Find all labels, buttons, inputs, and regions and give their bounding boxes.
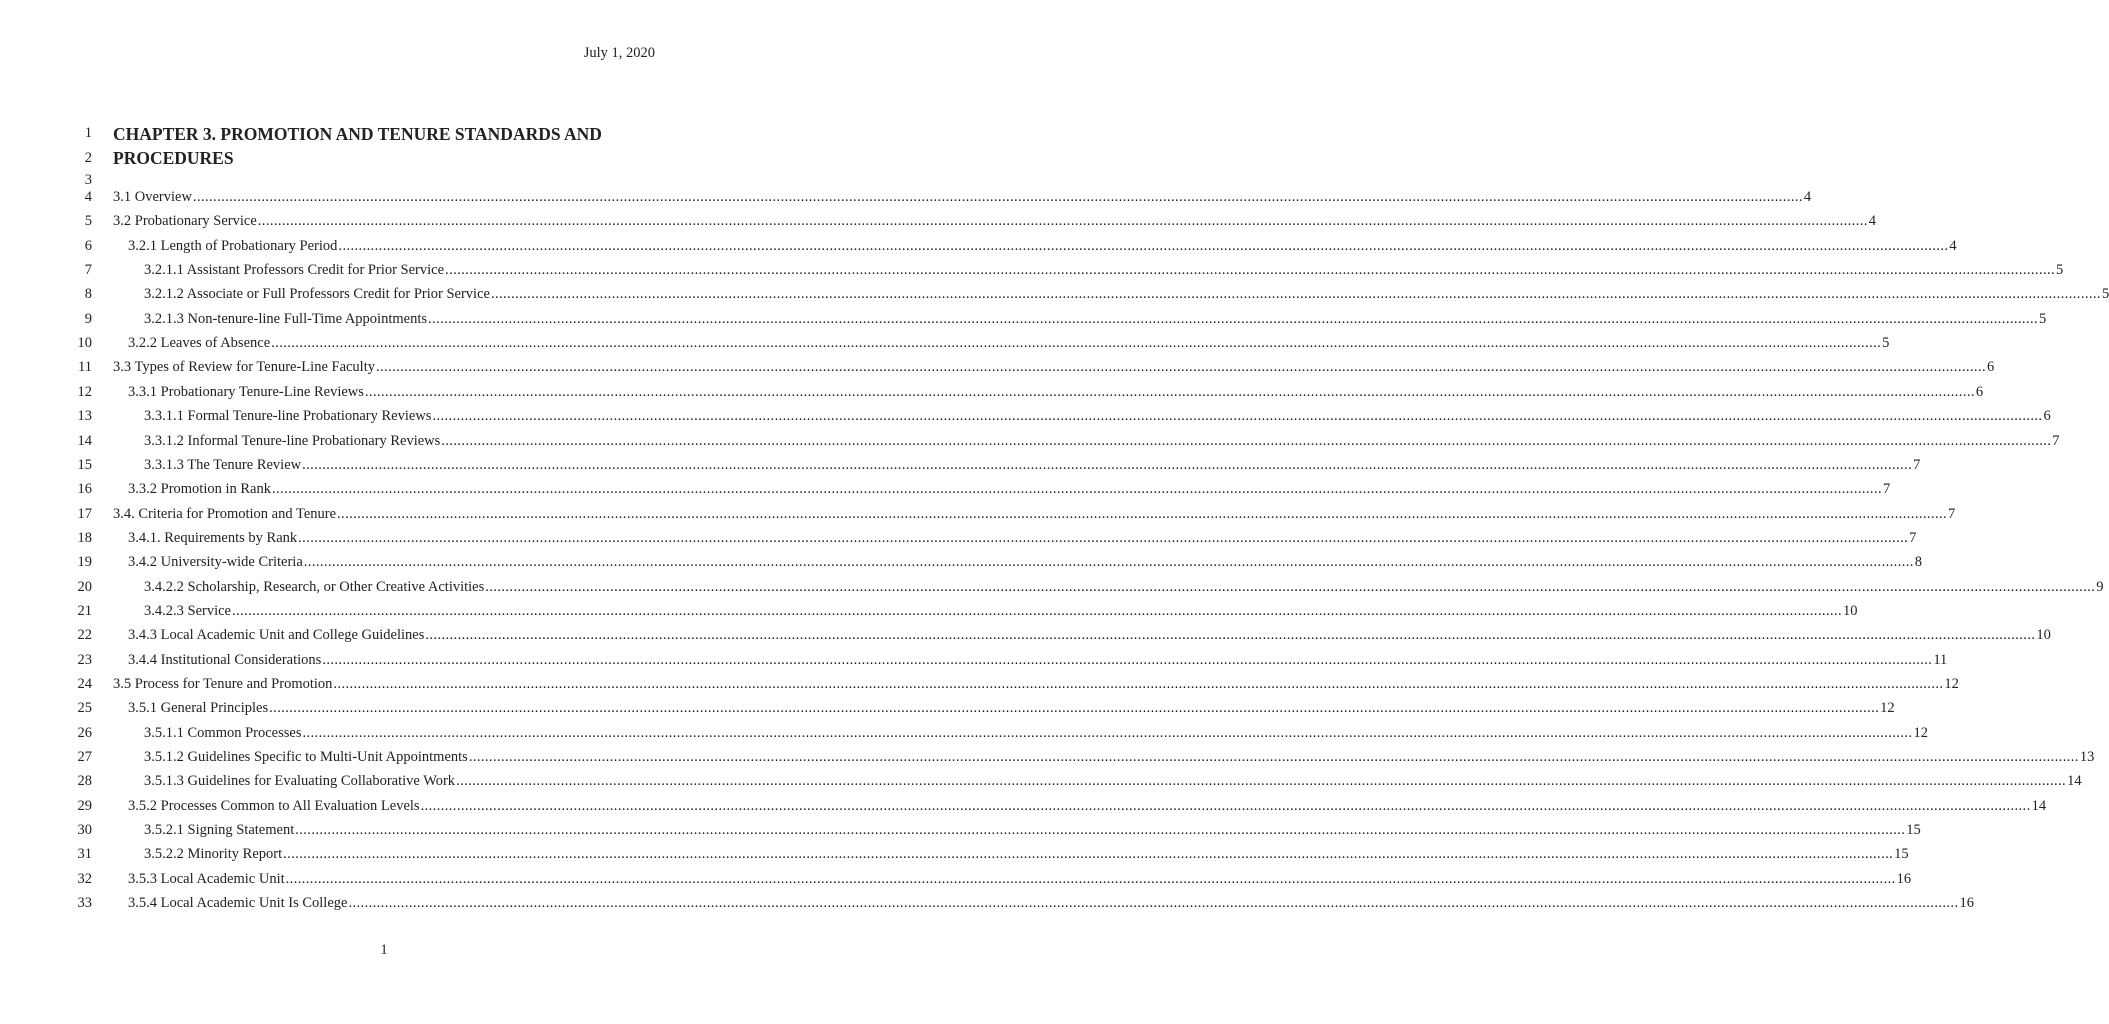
toc-entry-label: 3.2.1 Length of Probationary Period: [128, 237, 338, 254]
toc-leader-dots: ................................................................................................................................................................................................................................................................................................................................................................................................................: [337, 505, 1948, 522]
toc-leader-dots: ................................................................................................................................................................................................................................................................................................................................................................................................................: [348, 895, 1959, 912]
toc-entry-label: 3.3.2 Promotion in Rank: [128, 481, 271, 498]
line-number: 13: [77, 408, 92, 425]
toc-entry-label: 3.2.2 Leaves of Absence: [128, 335, 271, 352]
toc-leader-dots: ................................................................................................................................................................................................................................................................................................................................................................................................................: [231, 602, 1842, 619]
toc-entry-page: 15: [1894, 846, 1909, 863]
toc-leader-dots: ................................................................................................................................................................................................................................................................................................................................................................................................................: [295, 822, 1906, 839]
toc-entry[interactable]: [144, 724, 1928, 742]
toc-entry-page: 7: [2052, 432, 2060, 449]
toc-entry[interactable]: [144, 310, 2047, 328]
line-number: 14: [77, 432, 92, 449]
toc-leader-dots: ................................................................................................................................................................................................................................................................................................................................................................................................................: [302, 724, 1913, 741]
toc-entry[interactable]: [128, 237, 1957, 255]
toc-entry[interactable]: [128, 627, 2051, 644]
line-number: 7: [84, 262, 92, 279]
toc-entry-label: 3.4.2.2 Scholarship, Research, or Other Creative Activities: [144, 578, 485, 595]
toc-entry-label: 3.3.1.3 The Tenure Review: [144, 456, 302, 473]
line-number: 29: [77, 797, 92, 814]
toc-entry[interactable]: [144, 408, 2051, 425]
toc-entry-label: 3.5.1 General Principles: [128, 700, 269, 717]
line-number: 1: [84, 125, 92, 141]
toc-entry-label: 3.4.3 Local Academic Unit and College Guidelines: [128, 627, 425, 644]
toc-entry-page: 7: [1913, 456, 1921, 473]
toc-entry[interactable]: [144, 773, 2082, 790]
toc-entry[interactable]: [144, 286, 2109, 303]
toc-entry[interactable]: [113, 189, 1812, 206]
toc-entry[interactable]: [128, 554, 1923, 571]
toc-entry-page: 15: [1906, 822, 1921, 839]
toc-entry-page: 6: [1987, 359, 1995, 376]
line-number: 26: [77, 724, 92, 741]
line-number: 10: [77, 335, 92, 352]
toc-entry[interactable]: [128, 651, 1948, 669]
line-number: 25: [77, 700, 92, 717]
toc-entry-page: 5: [2039, 310, 2047, 327]
toc-entry-page: 14: [2067, 773, 2082, 790]
toc-entry-page: 7: [1909, 529, 1917, 546]
toc-entry[interactable]: [128, 797, 2047, 815]
line-number: 32: [77, 870, 92, 887]
toc-entry-page: 5: [1882, 335, 1890, 352]
line-number: 8: [84, 286, 92, 303]
toc-leader-dots: ................................................................................................................................................................................................................................................................................................................................................................................................................: [456, 773, 2067, 790]
toc-leader-dots: ................................................................................................................................................................................................................................................................................................................................................................................................................: [490, 286, 2101, 303]
toc-entry-label: 3.4.2.3 Service: [144, 602, 231, 619]
toc-entry-label: 3.3 Types of Review for Tenure-Line Faculty: [113, 359, 375, 376]
toc-leader-dots: ................................................................................................................................................................................................................................................................................................................................................................................................................: [445, 262, 2056, 279]
toc-entry[interactable]: [144, 456, 1921, 474]
toc-entry-label: 3.2 Probationary Service: [113, 213, 257, 230]
toc-entry[interactable]: [144, 846, 1909, 863]
toc-entry[interactable]: [128, 335, 1890, 352]
line-number: 2: [84, 150, 92, 166]
toc-entry-label: 3.5.4 Local Academic Unit Is College: [128, 895, 348, 912]
toc-entry[interactable]: [113, 505, 1956, 523]
toc-entry-label: 3.1 Overview: [113, 189, 192, 205]
toc-entry-label: 3.4.1. Requirements by Rank: [128, 529, 298, 546]
toc-entry-page: 9: [2096, 578, 2104, 595]
toc-entry-page: 14: [2031, 797, 2047, 814]
toc-leader-dots: ................................................................................................................................................................................................................................................................................................................................................................................................................: [298, 529, 1909, 546]
toc-entry-label: 3.2.1.2 Associate or Full Professors Credit for Prior Service: [144, 286, 490, 303]
toc-entry[interactable]: [128, 700, 1895, 717]
line-number: 18: [77, 529, 92, 546]
line-number: 33: [77, 895, 92, 912]
toc-entry[interactable]: [144, 262, 2064, 279]
toc-entry[interactable]: [144, 602, 1858, 620]
toc-entry[interactable]: [144, 822, 1921, 839]
toc-entry-page: 12: [1944, 676, 1959, 692]
line-number: 22: [77, 627, 92, 644]
line-number: 4: [84, 189, 92, 205]
toc-entry-label: 3.5.1.3 Guidelines for Evaluating Collaborative Work: [144, 773, 456, 790]
toc-entry-label: 3.5.2 Processes Common to All Evaluation Levels: [128, 797, 420, 814]
toc-entry-page: 12: [1880, 700, 1895, 717]
toc-leader-dots: ................................................................................................................................................................................................................................................................................................................................................................................................................: [333, 676, 1944, 692]
toc-entry-label: 3.4.2 University-wide Criteria: [128, 554, 303, 571]
toc-leader-dots: ................................................................................................................................................................................................................................................................................................................................................................................................................: [468, 749, 2079, 766]
toc-leader-dots: ................................................................................................................................................................................................................................................................................................................................................................................................................: [192, 189, 1803, 205]
toc-entry-page: 6: [1975, 383, 1984, 400]
toc-leader-dots: ................................................................................................................................................................................................................................................................................................................................................................................................................: [376, 359, 1986, 376]
toc-leader-dots: ................................................................................................................................................................................................................................................................................................................................................................................................................: [283, 846, 1894, 863]
line-number: 15: [77, 456, 92, 473]
toc-entry-page: 16: [1959, 895, 1974, 912]
toc-entry-label: 3.5.1.2 Guidelines Specific to Multi-Unit Appointments: [144, 749, 468, 766]
toc-entry-page: 10: [1842, 602, 1858, 619]
line-number: 20: [77, 578, 92, 595]
toc-entry[interactable]: [144, 432, 2060, 450]
toc-entry-page: 4: [1868, 213, 1877, 230]
page-number: 1: [380, 942, 388, 958]
toc-entry[interactable]: [144, 578, 2104, 596]
toc-leader-dots: ................................................................................................................................................................................................................................................................................................................................................................................................................: [302, 456, 1913, 473]
line-number: 28: [77, 773, 92, 790]
line-number: 24: [77, 676, 92, 692]
line-number: 9: [84, 310, 92, 327]
line-number: 27: [77, 749, 92, 766]
toc-leader-dots: ................................................................................................................................................................................................................................................................................................................................................................................................................: [322, 651, 1933, 668]
toc-leader-dots: ................................................................................................................................................................................................................................................................................................................................................................................................................: [257, 213, 1868, 230]
toc-entry-page: 7: [1883, 481, 1891, 498]
toc-entry-page: 12: [1913, 724, 1928, 741]
toc-leader-dots: ................................................................................................................................................................................................................................................................................................................................................................................................................: [269, 700, 1880, 717]
toc-entry-page: 11: [1933, 651, 1948, 668]
line-number: 6: [84, 237, 92, 254]
line-number: 30: [77, 822, 92, 839]
toc-leader-dots: ................................................................................................................................................................................................................................................................................................................................................................................................................: [441, 432, 2052, 449]
toc-leader-dots: ................................................................................................................................................................................................................................................................................................................................................................................................................: [338, 237, 1949, 254]
line-number: 31: [77, 846, 92, 863]
toc-leader-dots: ................................................................................................................................................................................................................................................................................................................................................................................................................: [271, 335, 1882, 352]
toc-entry-page: 8: [1914, 554, 1923, 571]
toc-entry-label: 3.5.2.2 Minority Report: [144, 846, 283, 863]
line-number: 16: [77, 481, 92, 498]
toc-entry-page: 4: [1949, 237, 1957, 254]
toc-entry[interactable]: [144, 749, 2095, 766]
toc-leader-dots: ................................................................................................................................................................................................................................................................................................................................................................................................................: [485, 578, 2096, 595]
toc-entry-label: 3.2.1.3 Non-tenure-line Full-Time Appointments: [144, 310, 428, 327]
line-number: 17: [77, 505, 92, 522]
toc-leader-dots: ................................................................................................................................................................................................................................................................................................................................................................................................................: [303, 554, 1914, 571]
chapter-title-line-2: PROCEDURES: [113, 148, 234, 168]
toc-entry-page: 13: [2079, 749, 2095, 766]
line-number: 5: [84, 213, 92, 230]
toc-entry[interactable]: [128, 529, 1917, 547]
chapter-title-line-1: CHAPTER 3. PROMOTION AND TENURE STANDARDS AND: [113, 124, 602, 144]
toc-entry-label: 3.5.3 Local Academic Unit: [128, 870, 285, 887]
toc-entry-page: 5: [2056, 262, 2064, 279]
toc-entry-page: 10: [2036, 627, 2051, 644]
toc-entry-page: 5: [2101, 286, 2109, 303]
toc-entry-label: 3.4.4 Institutional Considerations: [128, 651, 322, 668]
toc-entry-page: 6: [2043, 408, 2051, 425]
toc-leader-dots: ................................................................................................................................................................................................................................................................................................................................................................................................................: [364, 383, 1975, 400]
toc-leader-dots: ................................................................................................................................................................................................................................................................................................................................................................................................................: [285, 870, 1896, 887]
toc-entry[interactable]: [128, 481, 1891, 498]
toc-entry-page: 16: [1896, 870, 1912, 887]
toc-entry-page: 7: [1948, 505, 1956, 522]
toc-entry[interactable]: [128, 383, 1984, 401]
line-number: 12: [77, 383, 92, 400]
toc-leader-dots: ................................................................................................................................................................................................................................................................................................................................................................................................................: [425, 627, 2036, 644]
document-date: July 1, 2020: [583, 45, 655, 61]
line-number: 11: [78, 359, 92, 376]
toc-entry-label: 3.3.1 Probationary Tenure-Line Reviews: [128, 383, 364, 400]
toc-entry[interactable]: [113, 676, 1959, 693]
toc-entry-label: 3.3.1.1 Formal Tenure-line Probationary Reviews: [144, 408, 432, 425]
toc-entry-label: 3.5.2.1 Signing Statement: [144, 822, 295, 839]
toc-entry[interactable]: [113, 213, 1877, 230]
toc-entry[interactable]: [113, 359, 1995, 376]
toc-entry-label: 3.4. Criteria for Promotion and Tenure: [113, 505, 337, 522]
toc-entry-label: 3.5.1.1 Common Processes: [144, 724, 302, 741]
toc-entry-label: 3.2.1.1 Assistant Professors Credit for Prior Service: [144, 262, 445, 279]
toc-leader-dots: ................................................................................................................................................................................................................................................................................................................................................................................................................: [428, 310, 2039, 327]
line-number: 21: [77, 602, 92, 619]
line-number: 3: [84, 172, 92, 188]
line-number: 19: [77, 554, 92, 571]
toc-leader-dots: ................................................................................................................................................................................................................................................................................................................................................................................................................: [420, 797, 2031, 814]
toc-entry-label: 3.5 Process for Tenure and Promotion: [113, 676, 333, 692]
toc-entry-label: 3.3.1.2 Informal Tenure-line Probationary Reviews: [144, 432, 441, 449]
toc-leader-dots: ................................................................................................................................................................................................................................................................................................................................................................................................................: [272, 481, 1882, 498]
line-number: 23: [77, 651, 92, 668]
toc-entry[interactable]: [128, 895, 1974, 912]
toc-entry[interactable]: [128, 870, 1912, 888]
toc-entry-page: 4: [1803, 189, 1812, 205]
toc-leader-dots: ................................................................................................................................................................................................................................................................................................................................................................................................................: [432, 408, 2043, 425]
